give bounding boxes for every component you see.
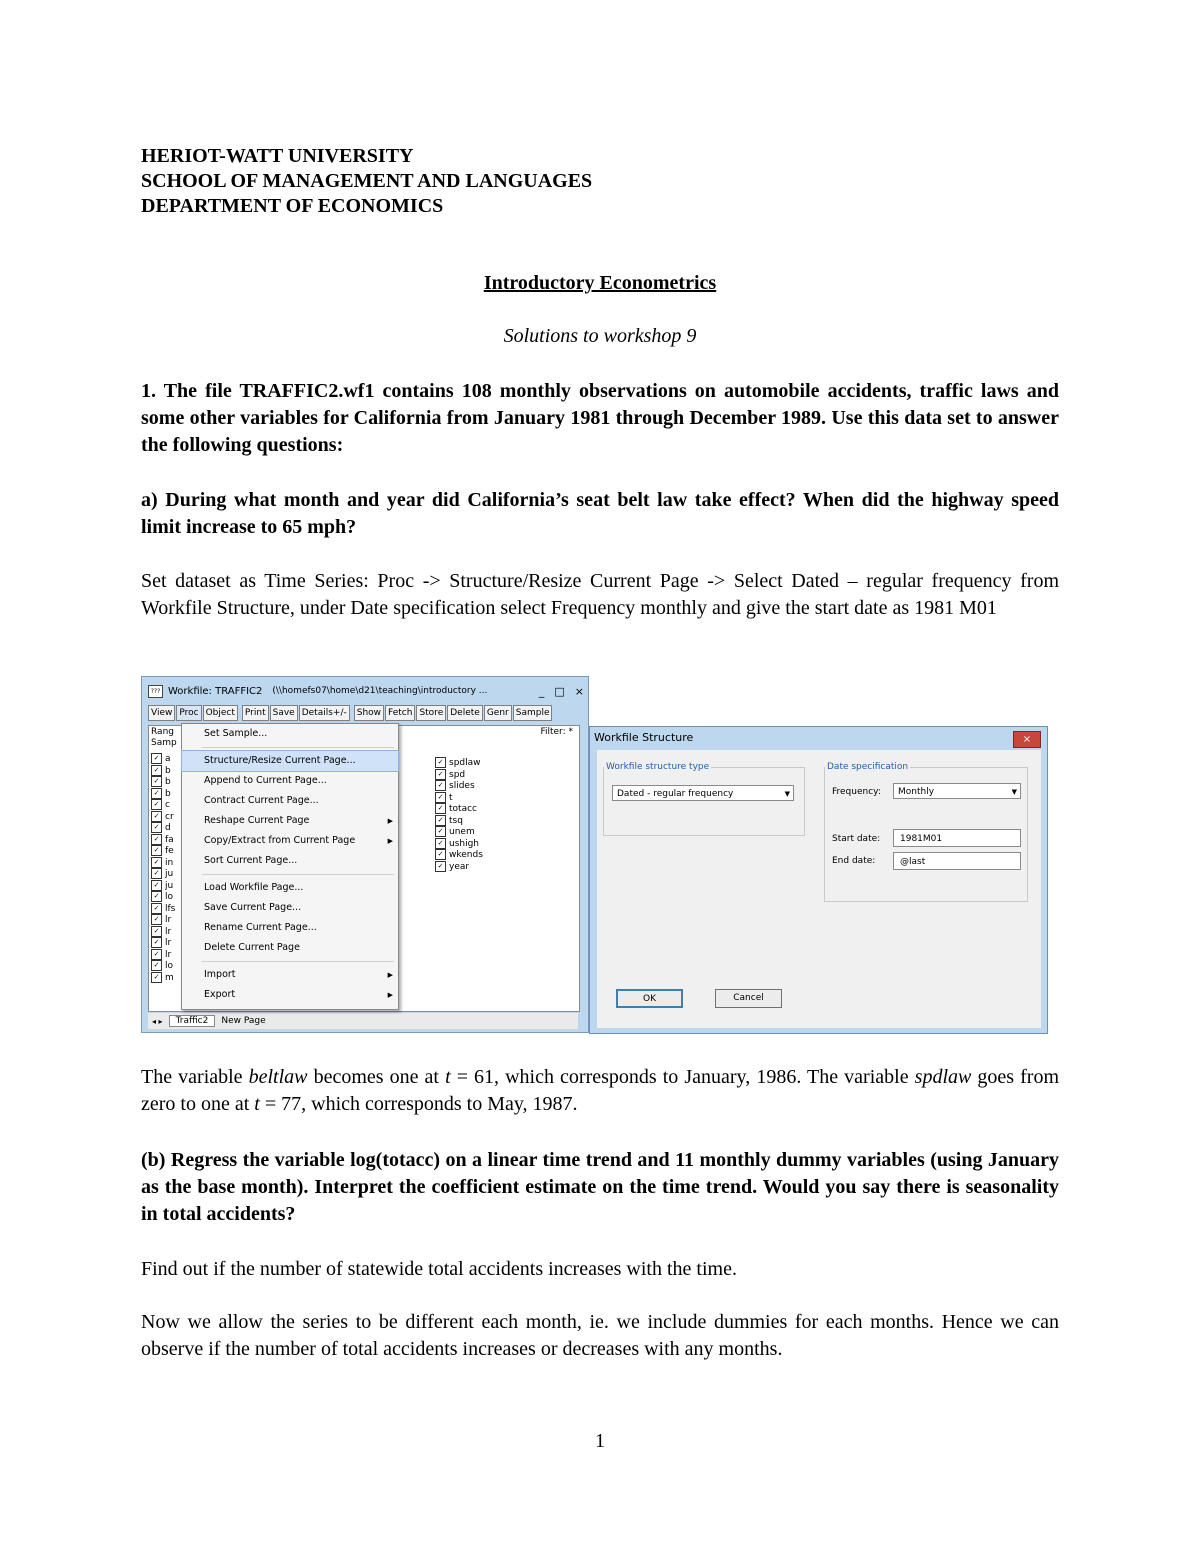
series-icon: ✓ <box>435 792 446 803</box>
menu-item-label: Append to Current Page... <box>204 775 327 786</box>
question-a: a) During what month and year did California’s seat belt law take effect? When did the highway speed limit increase to 65 mph? <box>141 489 1059 538</box>
menu-item[interactable] <box>182 918 398 938</box>
menu-item-label: Delete Current Page <box>204 942 300 953</box>
series-icon: ✓ <box>435 769 446 780</box>
menu-item[interactable] <box>182 851 398 871</box>
answer-a-text-3: = 61, which corresponds to January, 1986. The variable <box>450 1066 915 1088</box>
answer-a-text-4: goes from zero to one at <box>141 1066 1060 1115</box>
variable-beltlaw: beltlaw <box>248 1066 308 1088</box>
structure-type-legend: Workfile structure type <box>606 762 710 772</box>
page-number: 1 <box>595 1430 605 1452</box>
list-item[interactable] <box>435 803 515 815</box>
variable-t-2: t <box>254 1093 260 1115</box>
end-date-input[interactable]: @last <box>893 852 1021 870</box>
list-item[interactable] <box>435 826 515 838</box>
range-label: Rang <box>151 727 174 737</box>
variable-name: fa <box>165 834 174 845</box>
menu-item[interactable] <box>182 751 398 771</box>
university-name: HERIOT-WATT UNIVERSITY <box>141 145 414 167</box>
question-b: (b) Regress the variable log(totacc) on a linear time trend and 11 monthly dummy variables (using January as the base month). Interpret the coefficient estimate on the time trend. Would you say there is seasonality in total accidents? <box>141 1149 1059 1225</box>
menu-item[interactable] <box>182 938 398 958</box>
toolbar-fetch-button[interactable]: Fetch <box>385 705 415 721</box>
series-icon: ✓ <box>435 815 446 826</box>
tab-scroll-arrows[interactable]: ◂ ▸ <box>152 1016 163 1026</box>
toolbar-sample-button[interactable]: Sample <box>513 705 553 721</box>
list-item[interactable] <box>435 757 515 769</box>
series-icon: ✓ <box>151 937 162 948</box>
workfile-titlebar[interactable] <box>148 681 584 701</box>
menu-item[interactable] <box>182 811 398 831</box>
series-icon: ✓ <box>151 834 162 845</box>
variable-name: fe <box>165 846 174 856</box>
series-icon: ✓ <box>151 822 162 833</box>
series-icon: ✓ <box>151 914 162 925</box>
chevron-right-icon: ▶ <box>387 971 393 979</box>
variable-name: spd <box>449 769 466 780</box>
series-icon: ✓ <box>435 803 446 814</box>
variable-name: d <box>165 823 171 833</box>
chevron-right-icon: ▶ <box>387 837 393 845</box>
variable-name: ju <box>165 880 174 891</box>
dialog-close-button[interactable]: × <box>1013 731 1041 748</box>
structure-type-select[interactable] <box>612 785 794 801</box>
answer-b-paragraph-2: Now we allow the series to be different each month, ie. we include dummies for each months. Hence we can observe if the number of total accidents increases or decreases with any months. <box>141 1311 1059 1360</box>
variable-name: lr <box>165 938 172 948</box>
menu-item[interactable] <box>182 898 398 918</box>
instructions-paragraph: Set dataset as Time Series: Proc -> Structure/Resize Current Page -> Select Dated – regular frequency from Workfile Structure, under Date specification select Frequency monthly and give the start date as 1981 M01 <box>141 570 1059 619</box>
department-name: DEPARTMENT OF ECONOMICS <box>141 195 444 217</box>
menu-separator <box>202 961 394 962</box>
answer-a-text-5: = 77, which corresponds to May, 1987. <box>259 1093 578 1115</box>
tab-traffic2[interactable]: Traffic2 <box>169 1015 216 1027</box>
toolbar-details-button[interactable]: Details+/- <box>299 705 350 721</box>
workfile-icon: ??? <box>148 685 163 698</box>
frequency-value: Monthly <box>898 787 935 797</box>
variable-name: b <box>165 777 171 787</box>
variable-name: lo <box>165 892 174 902</box>
menu-item-label: Contract Current Page... <box>204 795 319 806</box>
series-icon: ✓ <box>151 776 162 787</box>
structure-type-value: Dated - regular frequency <box>617 789 734 799</box>
tab-new-page[interactable]: New Page <box>221 1016 266 1026</box>
menu-item-label: Save Current Page... <box>204 902 302 913</box>
series-icon: ✓ <box>151 949 162 960</box>
variable-name: tsq <box>449 815 463 826</box>
toolbar-delete-button[interactable]: Delete <box>447 705 483 721</box>
menu-item[interactable] <box>182 791 398 811</box>
menu-item-label: Load Workfile Page... <box>204 882 304 893</box>
series-icon: ✓ <box>151 926 162 937</box>
series-icon: ✓ <box>151 845 162 856</box>
subtitle: Solutions to workshop 9 <box>503 325 697 347</box>
maximize-button[interactable]: □ <box>554 684 565 698</box>
variable-name: ju <box>165 869 174 879</box>
workfile-page-tabs <box>148 1013 578 1029</box>
menu-item[interactable] <box>182 724 398 744</box>
list-item[interactable] <box>435 861 515 873</box>
variable-name: ushigh <box>449 838 480 849</box>
variable-name: c <box>165 800 170 810</box>
variable-name: lr <box>165 926 172 937</box>
menu-item-label: Structure/Resize Current Page... <box>204 755 356 766</box>
minimize-button[interactable]: _ <box>538 684 545 698</box>
variable-name: m <box>165 972 174 983</box>
series-icon: ✓ <box>151 972 162 983</box>
variable-t-1: t <box>445 1066 451 1088</box>
answer-b-paragraph-1: Find out if the number of statewide total accidents increases with the time. <box>141 1258 737 1280</box>
workfile-path: (\\homefs07\home\d21\teaching\introductory ... <box>272 686 488 696</box>
variable-name: slides <box>449 781 475 791</box>
menu-item-label: Copy/Extract from Current Page <box>204 835 356 846</box>
start-date-input[interactable]: 1981M01 <box>893 829 1021 847</box>
chevron-down-icon: ▼ <box>784 790 790 798</box>
close-button[interactable]: × <box>574 684 584 698</box>
series-icon: ✓ <box>151 880 162 891</box>
sample-label: Samp <box>151 738 177 748</box>
cancel-button[interactable]: Cancel <box>715 989 782 1008</box>
variable-name: in <box>165 857 174 868</box>
variable-name: cr <box>165 811 174 822</box>
variable-name: b <box>165 788 171 799</box>
series-icon: ✓ <box>435 780 446 791</box>
menu-item-label: Reshape Current Page <box>204 815 310 826</box>
list-item[interactable] <box>435 815 515 827</box>
list-item[interactable] <box>435 769 515 781</box>
variable-name: b <box>165 765 171 776</box>
workfile-structure-dialog <box>589 726 1048 1034</box>
school-name: SCHOOL OF MANAGEMENT AND LANGUAGES <box>141 170 593 192</box>
ok-button[interactable]: OK <box>616 989 683 1008</box>
variable-name: lr <box>165 915 172 925</box>
toolbar-show-button[interactable]: Show <box>354 705 384 721</box>
date-specification-legend: Date specification <box>827 762 909 772</box>
menu-separator <box>202 874 394 875</box>
menu-item-label: Set Sample... <box>204 728 268 739</box>
course-title: Introductory Econometrics <box>483 272 717 294</box>
chevron-down-icon: ▼ <box>1011 788 1017 796</box>
dialog-body <box>597 750 1041 1028</box>
series-icon: ✓ <box>151 753 162 764</box>
list-item[interactable] <box>435 838 515 850</box>
menu-item[interactable] <box>182 831 398 851</box>
menu-item-label: Rename Current Page... <box>204 922 317 933</box>
toolbar-object-button[interactable]: Object <box>203 705 238 721</box>
toolbar-save-button[interactable]: Save <box>270 705 298 721</box>
workfile-toolbar <box>148 705 578 723</box>
menu-separator <box>202 747 394 748</box>
filter-label: Filter: * <box>540 727 573 737</box>
menu-item[interactable] <box>182 985 398 1005</box>
series-icon: ✓ <box>151 811 162 822</box>
series-icon: ✓ <box>151 857 162 868</box>
variable-name: unem <box>449 827 475 837</box>
variable-name: t <box>449 792 453 803</box>
series-icon: ✓ <box>151 788 162 799</box>
toolbar-proc-button[interactable]: Proc <box>176 705 201 721</box>
question-1: 1. The file TRAFFIC2.wf1 contains 108 monthly observations on automobile accidents, traffic laws and some other variables for California from January 1981 through December 1989. Use this data set to answer the following questions: <box>141 380 1059 456</box>
list-item[interactable] <box>435 849 515 861</box>
frequency-label: Frequency: <box>832 787 881 797</box>
answer-a-text-1: The variable <box>141 1066 249 1088</box>
variable-name: wkends <box>449 850 483 860</box>
end-date-label: End date: <box>832 856 876 866</box>
list-item[interactable] <box>435 780 515 792</box>
series-icon: ✓ <box>151 868 162 879</box>
series-icon: ✓ <box>435 861 446 872</box>
workfile-title: Workfile: TRAFFIC2 <box>168 685 263 697</box>
variable-name: totacc <box>449 804 477 814</box>
toolbar-store-button[interactable]: Store <box>416 705 446 721</box>
series-icon: ✓ <box>151 960 162 971</box>
menu-item[interactable] <box>182 771 398 791</box>
frequency-select[interactable] <box>893 783 1021 799</box>
variable-name: spdlaw <box>449 758 481 768</box>
menu-item-label: Export <box>204 989 236 1000</box>
menu-item[interactable] <box>182 878 398 898</box>
variable-name: a <box>165 754 171 764</box>
menu-item[interactable] <box>182 965 398 985</box>
series-icon: ✓ <box>435 849 446 860</box>
chevron-right-icon: ▶ <box>387 817 393 825</box>
right-variable-column <box>435 757 515 872</box>
series-icon: ✓ <box>151 903 162 914</box>
variable-spdlaw: spdlaw <box>914 1066 972 1088</box>
variable-name: lo <box>165 961 174 971</box>
proc-menu <box>181 723 399 1010</box>
series-icon: ✓ <box>435 826 446 837</box>
series-icon: ✓ <box>435 757 446 768</box>
chevron-right-icon: ▶ <box>387 991 393 999</box>
variable-name: lfs <box>165 903 176 914</box>
series-icon: ✓ <box>151 765 162 776</box>
list-item[interactable] <box>435 792 515 804</box>
menu-item-label: Sort Current Page... <box>204 855 298 866</box>
toolbar-genr-button[interactable]: Genr <box>484 705 512 721</box>
answer-a-paragraph <box>141 1064 1059 1118</box>
series-icon: ✓ <box>151 799 162 810</box>
dialog-title: Workfile Structure <box>594 731 694 744</box>
toolbar-view-button[interactable]: View <box>148 705 175 721</box>
answer-a-text-2: becomes one at <box>307 1066 446 1088</box>
menu-item-label: Import <box>204 969 236 980</box>
start-date-label: Start date: <box>832 834 881 844</box>
variable-name: year <box>449 861 470 872</box>
series-icon: ✓ <box>435 838 446 849</box>
toolbar-print-button[interactable]: Print <box>242 705 269 721</box>
series-icon: ✓ <box>151 891 162 902</box>
variable-name: lr <box>165 949 172 960</box>
